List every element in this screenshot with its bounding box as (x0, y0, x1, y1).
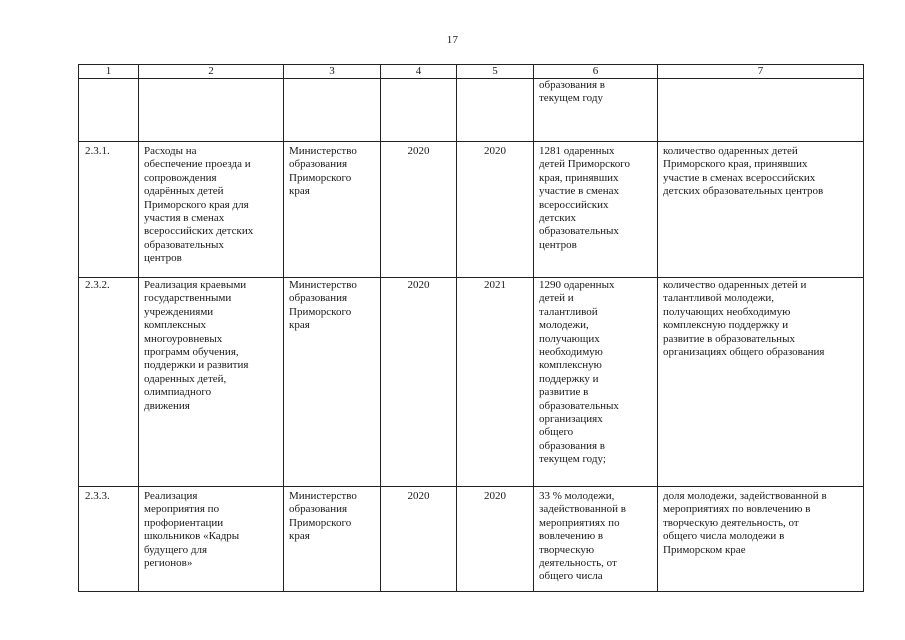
cell-name-text: Расходы на обеспечение проезда и сопровождения одарённых детей Приморского края для участия в сменах всероссийских детских образовательных центров (144, 145, 254, 265)
cell-result (534, 278, 658, 487)
cell-end-year: 2021 (457, 278, 534, 487)
table-row (79, 278, 864, 487)
header-col-4: 4 (381, 65, 457, 79)
cell-indicator (658, 79, 864, 142)
cell-code: 2.3.1. (79, 142, 139, 278)
header-col-7: 7 (658, 65, 864, 79)
cell-indicator (658, 487, 864, 592)
cell-result-text: 33 % молодежи, задействованной в мероприятиях по вовлечению в творческую деятельность, от общего числа (539, 490, 626, 583)
cell-executor (284, 278, 381, 487)
table-header (79, 65, 864, 79)
cell-result-text: 1290 одаренных детей и талантливой молодежи, получающих необходимую комплексную поддержку и развитие в образовательных организациях общего образования в текущем году; (539, 279, 619, 466)
cell-executor-text: Министерство образования Приморского края (289, 145, 357, 198)
cell-code: 2.3.2. (79, 278, 139, 487)
header-col-5: 5 (457, 65, 534, 79)
cell-executor-text: Министерство образования Приморского края (289, 490, 357, 543)
header-row (79, 65, 864, 79)
cell-indicator-text: доля молодежи, задействованной в мероприятиях по вовлечению в творческую деятельность, от общего числа молодежи в Приморском крае (663, 490, 827, 556)
cell-result-text: 1281 одаренных детей Приморского края, принявших участие в сменах всероссийских детских образовательных центров (539, 145, 631, 251)
cell-indicator-text: количество одаренных детей Приморского края, принявших участие в сменах всероссийских детских образовательных центров (663, 145, 824, 198)
cell-executor (284, 487, 381, 592)
cell-executor (284, 79, 381, 142)
cell-name (139, 79, 284, 142)
cell-name (139, 278, 284, 487)
cell-executor-text: Министерство образования Приморского края (289, 279, 357, 332)
header-col-1: 1 (79, 65, 139, 79)
page-number: 17 (446, 34, 459, 46)
header-col-6: 6 (534, 65, 658, 79)
table-row (79, 142, 864, 278)
table-row (79, 487, 864, 592)
cell-end-year: 2020 (457, 487, 534, 592)
cell-name (139, 487, 284, 592)
cell-end-year (457, 79, 534, 142)
cell-indicator (658, 142, 864, 278)
cell-start-year: 2020 (381, 487, 457, 592)
cell-start-year (381, 79, 457, 142)
activities-table (78, 64, 864, 592)
cell-result-text: образования в текущем году (539, 79, 605, 105)
cell-end-year: 2020 (457, 142, 534, 278)
cell-code: 2.3.3. (79, 487, 139, 592)
cell-name-text: Реализация мероприятия по профориентации школьников «Кадры будущего для регионов» (144, 490, 240, 570)
cell-start-year: 2020 (381, 142, 457, 278)
cell-start-year: 2020 (381, 278, 457, 487)
cell-result (534, 142, 658, 278)
cell-executor (284, 142, 381, 278)
cell-name-text: Реализация краевыми государственными учреждениями комплексных многоуровневых программ обучения, поддержки и развития одаренных детей, олимпиадного движения (144, 279, 249, 412)
header-col-2: 2 (139, 65, 284, 79)
cell-name (139, 142, 284, 278)
table-row (79, 79, 864, 142)
cell-result (534, 79, 658, 142)
header-col-3: 3 (284, 65, 381, 79)
cell-indicator-text: количество одаренных детей и талантливой молодежи, получающих необходимую комплексную поддержку и развитие в образовательных организациях общего образования (663, 279, 825, 359)
cell-indicator (658, 278, 864, 487)
cell-result (534, 487, 658, 592)
cell-code (79, 79, 139, 142)
